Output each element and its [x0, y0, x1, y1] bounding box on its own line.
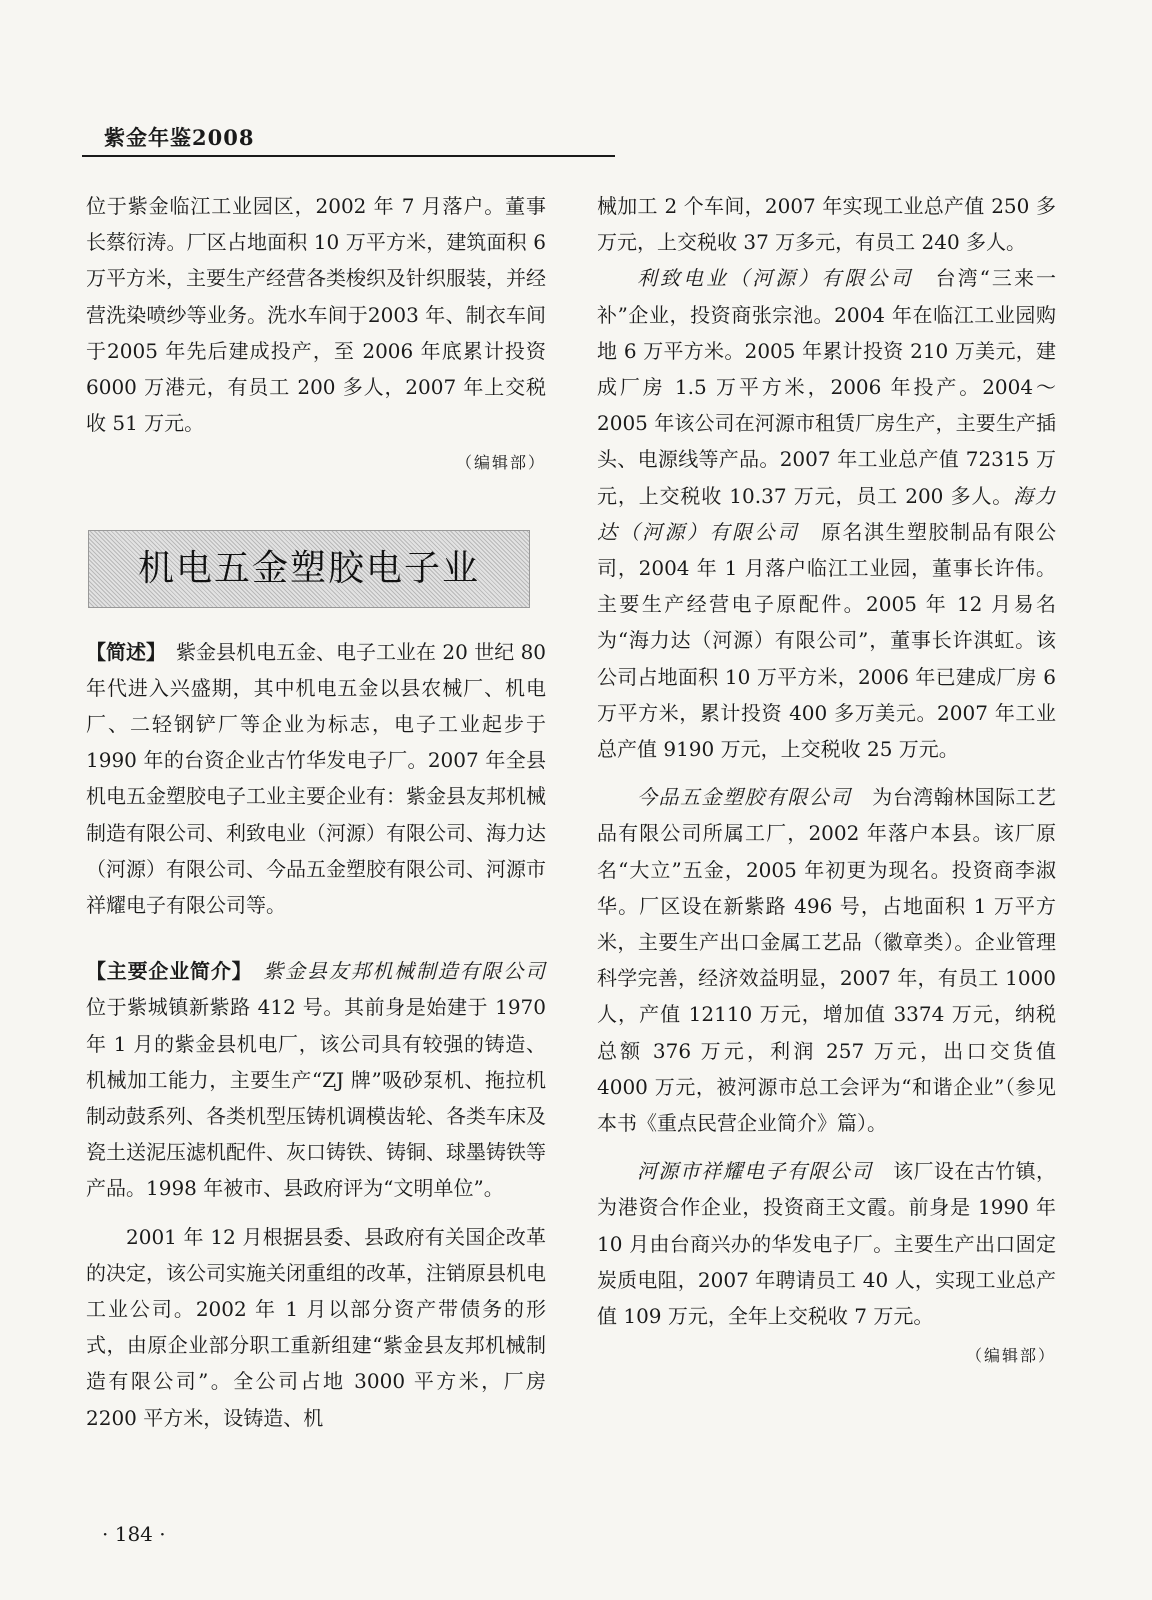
companies-tag: 【主要企业简介】: [86, 959, 243, 984]
paragraph: 2001 年 12 月根据县委、县政府有关国企改革的决定，该公司实施关闭重组的改革，注销原县机电工业公司。2002 年 1 月以部分资产带债务的形式，由原企业部分职工重新组建“紫金县友邦机械制造有限公司”。全公司占地 3000 平方米，厂房 2200 平方米，设铸造、机: [86, 1224, 546, 1430]
page-number: · 184 ·: [102, 1522, 166, 1546]
company-text: 该厂设在古竹镇，为港资合作企业，投资商王文霞。前身是 1990 年 10 月由台商兴办的华发电子厂。主要生产出口固定炭质电阻，2007 年聘请员工 40 人，实现工业总产值 109 万元，全年上交税收 7 万元。: [597, 1159, 1057, 1329]
company-name: 紫金县友邦机械制造有限公司: [263, 959, 547, 984]
overview-paragraph: [86, 634, 546, 924]
company-paragraph: [597, 260, 1056, 767]
spacer: [86, 1207, 546, 1219]
company-text: 为台湾翰林国际工艺品有限公司所属工厂，2002 年落户本县。该厂原名“大立”五金，2005 年初更为现名。投资商李淑华。厂区设在新紫路 496 号，占地面积 1 万平方米，主要生产出口金属工艺品（徽章类）。企业管理科学完善，经济效益明显，2007 年，有员工 1000 人，产值 12110 万元，增加值 3374 万元，纳税总额 376 万元，利润 257 万元，出口交货值 4000 万元，被河源市总工会评为“和谐企业”（参见本书《重点民营企业简介》篇）。: [597, 785, 1057, 1136]
spacer: [597, 767, 1056, 779]
company-text: 位于紫城镇新紫路 412 号。其前身是始建于 1970 年 1 月的紫金县机电厂，该公司具有较强的铸造、机械加工能力，主要生产“ZJ 牌”吸砂泵机、拖拉机制动鼓系列、各类机型压铸机调模齿轮、各类车床及瓷土送泥压滤机配件、灰口铸铁、铸铜、球墨铸铁等产品。1998 年被市、县政府评为“文明单位”。: [86, 995, 546, 1201]
companies-paragraph: [86, 953, 546, 1206]
overview-text: 紫金县机电五金、电子工业在 20 世纪 80 年代进入兴盛期，其中机电五金以县农械厂、机电厂、二轻钢铲厂等企业为标志，电子工业起步于 1990 年的台资企业古竹华发电子厂。2007 年全县机电五金塑胶电子工业主要企业有：紫金县友邦机械制造有限公司、利致电业（河源）有限公司、海力达（河源）有限公司、今品五金塑胶有限公司、河源市祥耀电子有限公司等。: [86, 639, 547, 918]
spacer: [597, 1141, 1056, 1153]
paragraph: 位于紫金临江工业园区，2002 年 7 月落户。董事长蔡衍涛。厂区占地面积 10 万平方米，建筑面积 6 万平方米，主要生产经营各类梭织及针织服装，并经营洗染喷纱等业务。洗水车间于2003 年、制衣车间于2005 年先后建成投产，至 2006 年底累计投资 6000 万港元，有员工 200 多人，2007 年上交税收 51 万元。: [86, 194, 546, 436]
company-name: 今品五金塑胶有限公司: [637, 785, 852, 810]
spacer: [86, 923, 546, 953]
right-column: [597, 188, 1056, 1375]
signoff: （编辑部）: [965, 1346, 1056, 1366]
section-title: 机电五金塑胶电子业: [137, 547, 480, 589]
company-name: 河源市祥耀电子有限公司: [637, 1159, 873, 1184]
signoff: （编辑部）: [455, 453, 546, 473]
paragraph: 械加工 2 个车间，2007 年实现工业总产值 250 多万元，上交税收 37 万多元，有员工 240 多人。: [597, 194, 1056, 255]
section-banner: [88, 530, 530, 608]
company-paragraph: [597, 1153, 1056, 1334]
company-text: 台湾“三来一补”企业，投资商张宗池。2004 年在临江工业园购地 6 万平方米。2005 年累计投资 210 万美元，建成厂房 1.5 万平方米，2006 年投产。2004～2005 年该公司在河源市租赁厂房生产，主要生产插头、电源线等产品。2007 年工业总产值 72315 万元，上交税收 10.37 万元，员工 200 多人。: [597, 266, 1056, 508]
company-text: 原名淇生塑胶制品有限公司，2004 年 1 月落户临江工业园，董事长许伟。主要生产经营电子原配件。2005 年 12 月易名为“海力达（河源）有限公司”，董事长许淇虹。该公司占地面积 10 万平方米，2006 年已建成厂房 6 万平方米，累计投资 400 多万美元。2007 年工业总产值 9190 万元，上交税收 25 万元。: [597, 519, 1056, 762]
overview-tag: 【简述】: [86, 639, 157, 664]
header-rule: [82, 155, 615, 157]
running-head: 紫金年鉴2008: [104, 125, 255, 150]
left-column: [86, 188, 546, 1436]
company-name: 海力达（河源）有限公司: [597, 483, 1057, 544]
company-name: 利致电业（河源）有限公司: [637, 266, 914, 291]
company-paragraph: [597, 779, 1056, 1141]
